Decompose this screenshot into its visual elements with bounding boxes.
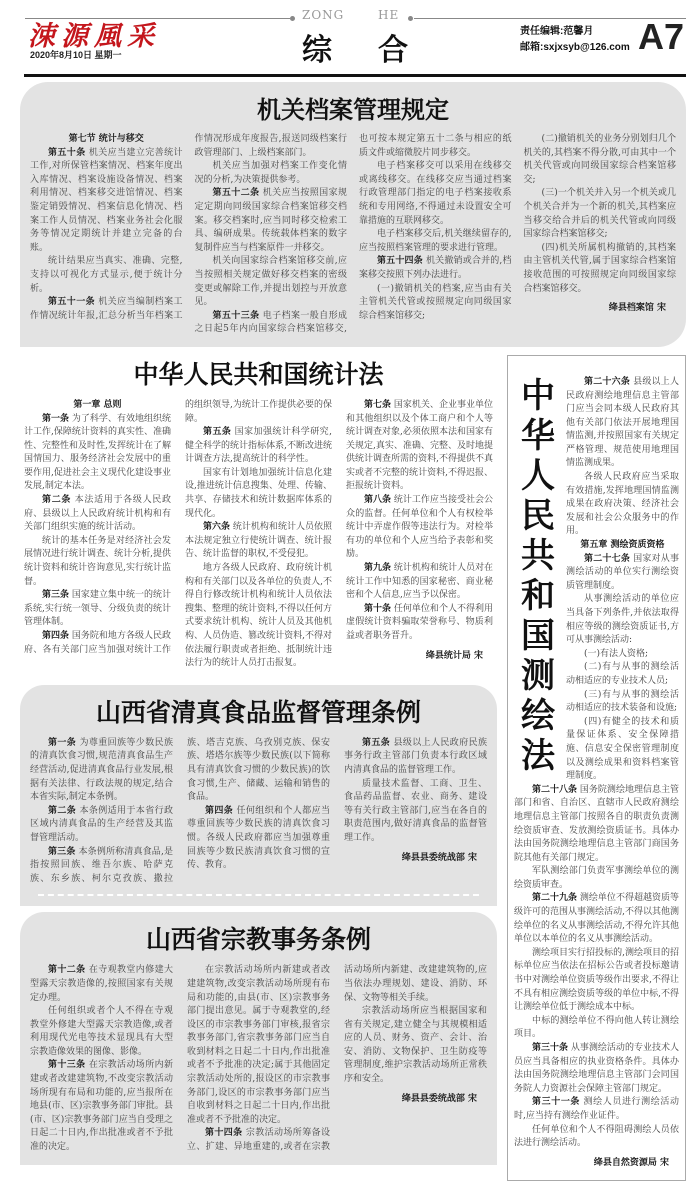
- article-number: 第三条: [42, 590, 70, 601]
- masthead-logo: 涑源風采: [28, 21, 160, 52]
- paragraph-text: 机关应当按照国家规定定期向同级国家综合档案馆移交档案。移交档案时,应当同时移交检索工具、编研成果。传统载体档案的数字复制件应当与档案原件一并移交。: [194, 188, 347, 253]
- paragraph: [359, 255, 512, 282]
- paragraph: [359, 228, 512, 255]
- paragraph: [24, 589, 171, 630]
- statistics-article: [24, 399, 493, 671]
- paragraph-text: 统计的基本任务是对经济社会发展情况进行统计调查、统计分析,提供统计资料和统计咨询意见,实行统计监督。: [24, 535, 171, 587]
- article-number: 第五十四条: [377, 256, 423, 267]
- paragraph: [30, 964, 173, 1005]
- archives-title: 机关档案管理规定: [257, 95, 449, 124]
- paragraph-text: 县级以上人民政府测绘地理信息主管部门应当会同本级人民政府其他有关部门依法开展地理国情监测,并按照国家有关规定严格管理、规范使用地理国情监测成果。: [566, 376, 679, 469]
- paragraph-text: 测绘单位不得超越资质等级许可的范围从事测绘活动,不得以其他测绘单位的名义从事测绘活动,不得允许其他单位以本单位的名义从事测绘活动。: [514, 893, 679, 945]
- religion-panel: [20, 912, 497, 1164]
- article-number: 第十二条: [48, 965, 86, 976]
- left-column: [20, 355, 497, 1181]
- paragraph-text: (二)有与从事的测绘活动相适应的专业技术人员;: [566, 662, 679, 686]
- paragraph: [185, 521, 332, 562]
- paragraph-text: 本条例所称清真食品,是指按照回族、维吾尔族、哈萨克族、东乡族、柯尔克孜族、撒拉族、塔吉克族、乌孜别克族、保安族、塔塔尔族等少数民族(以下简称具有清真饮食习惯的少数民族)的饮食习惯,生产、储藏、运输和销售的食品。: [30, 737, 330, 884]
- paragraph: [24, 413, 171, 495]
- page-header: [20, 0, 686, 80]
- paragraph-text: 电子档案移交后,机关继续留存的,应当按照档案管理的要求进行管理。: [359, 229, 512, 253]
- halal-article: [30, 737, 487, 887]
- paragraph-text: 在寺观教堂内修建大型露天宗教造像的,按照国家有关规定办理。: [30, 965, 173, 1003]
- paragraph-text: (三)一个机关并入另一个机关或几个机关合并为一个新的机关,其档案应当移交给合并后的机关代管或向同级国家综合档案馆移交;: [523, 188, 676, 240]
- paragraph: [359, 283, 512, 324]
- header-rule: [24, 74, 686, 77]
- article-number: 第二十八条: [532, 784, 578, 795]
- paragraph: [514, 1015, 679, 1042]
- paragraph-text: 机关向国家综合档案馆移交前,应当按照相关规定做好移交档案的密级变更或解除工作,并提出划控与开放意见。: [194, 256, 347, 308]
- article-number: 第五十三条: [212, 310, 260, 321]
- paragraph-text: 在宗教活动场所内新建或者改建建筑物,不改变宗教活动场所现有布局和功能的,应当报所在地县(市、区)宗教事务部门审批。县(市、区)宗教事务部门应当自受理之日起二十日内,作出批准或者不予批准的决定。: [30, 1060, 173, 1153]
- paragraph: [30, 805, 173, 846]
- lower-section: [20, 355, 686, 1181]
- article-number: 第三十一条: [532, 1097, 581, 1108]
- paragraph-text: 为尊重回族等少数民族的清真饮食习惯,规范清真食品生产经营活动,促进清真食品行业发展,根据有关法律、行政法规的规定,结合本省实际,制定本条例。: [30, 737, 173, 803]
- paragraph-text: 国家建立集中统一的统计系统,实行统一领导、分级负责的统计管理体制。: [24, 590, 171, 628]
- paragraph: [30, 1005, 173, 1059]
- article-number: 第八条: [364, 495, 392, 506]
- article-number: 第五十二条: [212, 188, 260, 199]
- paragraph: [346, 562, 493, 603]
- paragraph: [344, 737, 487, 778]
- divider: [25, 18, 290, 19]
- author-signature: 绛县县委统战部 宋: [401, 852, 477, 863]
- paragraph-text: 从事测绘活动的专业技术人员应当具备相应的执业资格条件。具体办法由国务院测绘地理信息主管部门会同国务院人力资源社会保障主管部门规定。: [514, 1043, 679, 1094]
- paragraph-text: (二)撤销机关的业务分别划归几个机关的,其档案不得分散,可由其中一个机关代管或向同级国家综合档案馆移交;: [523, 134, 676, 185]
- article-number: 第三十条: [532, 1043, 569, 1053]
- article-number: 第五十条: [48, 147, 86, 158]
- issue-date: 2020年8月10日 星期一: [30, 50, 122, 60]
- statistics-title: 中华人民共和国统计法: [133, 359, 384, 389]
- paragraph: [30, 255, 183, 296]
- paragraph-text: 任何单位和个人不得阻碍测绘人员依法进行测绘活动。: [514, 1124, 679, 1149]
- article-number: 第十条: [364, 603, 392, 614]
- article-number: 第五条: [203, 427, 232, 438]
- article-number: 第十三条: [48, 1060, 86, 1071]
- paragraph-text: 机关撤销或合并的,档案移交按照下列办法进行。: [359, 256, 512, 280]
- paragraph: [359, 160, 512, 228]
- article-number: 第十四条: [205, 1128, 243, 1139]
- article-number: 第七条: [364, 399, 392, 410]
- section-pinyin-right: HE: [378, 8, 400, 22]
- article-number: 第二条: [42, 495, 72, 506]
- paragraph-text: (一)有法人资格;: [584, 648, 649, 659]
- paragraph-text: 为了科学、有效地组织统计工作,保障统计资料的真实性、准确性、完整性和及时性,发挥统计在了解国情国力、服务经济社会发展中的重要作用,促进社会主义现代化建设事业发展,制定本法。: [24, 413, 171, 492]
- paragraph-text: 在宗教活动场所内新建或者改建建筑物,改变宗教活动场所现有布局和功能的,由县(市、区)宗教事务部门提出意见。属于寺观教堂的,经设区的市宗教事务部门审核,报省宗教事务部门,省宗教事务部门应当自收到材料之日起二十日内,作出批准或者不予批准的决定;属于其他固定宗教活动处所的,报设区的市宗教事务部门,设区的市宗教事务部门应当自收到材料之日起二十日内,作出批准或者不予批准的决定。: [187, 965, 330, 1125]
- page-number: A7: [638, 16, 685, 57]
- author-signature: 绛县统计局 宋: [425, 650, 483, 661]
- paragraph: [514, 865, 679, 892]
- editor-info: [520, 24, 630, 56]
- paragraph: [524, 242, 677, 296]
- article-number: 第二十七条: [584, 553, 631, 564]
- paragraph-text: 国家有计划地加强统计信息化建设,推进统计信息搜集、处理、传输、共享、存储技术和统计数据库体系的现代化。: [185, 467, 332, 519]
- paragraph-text: 县级以上人民政府民族事务行政主管部门负责本行政区域内清真食品的监督管理工作。: [344, 737, 487, 775]
- paragraph-text: 机关应当编制档案工作情况统计年报,汇总分析当年档案工作情况形成年度报告,报送同级档案行政管理部门、上级档案部门。: [30, 134, 347, 321]
- section-pinyin-left: ZONG: [302, 8, 345, 22]
- article-number: 第五十一条: [48, 297, 96, 308]
- article-number: 第二十六条: [584, 376, 631, 387]
- paragraph-text: 国家对从事测绘活动的单位实行测绘资质管理制度。: [566, 553, 679, 591]
- paragraph-text: (一)撤销机关的档案,应当由有关主管机关代管或按照规定向同级国家综合档案馆移交;: [359, 283, 512, 321]
- paragraph-text: 本条例适用于本省行政区域内清真食品的生产经营及其监督管理活动。: [30, 805, 173, 843]
- paragraph: [344, 1005, 487, 1087]
- paragraph-text: 电子档案一般自形成之日起5年内向国家综合档案馆移交,也可按本规定第五十二条与相应的纸质文件或缩微胶片同步移交。: [194, 134, 512, 335]
- paragraph-text: 统计结果应当真实、准确、完整,支持以可视化方式显示,便于统计分析。: [30, 256, 183, 294]
- paragraph-text: 军队测绘部门负责军事测绘单位的测绘资质审查。: [514, 866, 679, 890]
- paragraph: [524, 133, 677, 187]
- paragraph-text: 统计工作应当接受社会公众的监督。任何单位和个人有权检举统计中弄虚作假等违法行为。对检举有功的单位和个人应当给予表彰和奖励。: [346, 495, 493, 560]
- chapter-heading: 第五章 测绘资质资格: [580, 540, 665, 551]
- paragraph-text: 各级人民政府应当采取有效措施,发挥地理国情监测成果在政府决策、经济社会发展和社会公众服务中的作用。: [566, 472, 679, 537]
- paragraph-text: 地方各级人民政府、政府统计机构和有关部门以及各单位的负责人,不得自行修改统计机构和统计人员依法搜集、整理的统计资料,不得以任何方式要求统计机构、统计人员及其他机构、人员伪造、篡改统计资料,不得对依法履行职责或者拒绝、抵制统计违法行为的统计人员打击报复。: [185, 563, 332, 669]
- author-signature: 绛县自然资源局 宋: [593, 1157, 669, 1168]
- article-number: 第二十九条: [532, 893, 578, 904]
- paragraph-text: 质量技术监督、工商、卫生、食品药品监督、农业、商务、建设等有关行政主管部门,应当在各自的职责范围内,做好清真食品的监督管理工作。: [344, 778, 487, 843]
- chapter-heading: 第一章 总则: [73, 399, 122, 410]
- paragraph: [195, 160, 348, 187]
- paragraph-text: 统计机构和统计人员依照本法规定独立行使统计调查、统计报告、统计监督的职权,不受侵犯。: [185, 522, 332, 560]
- surveying-box: [507, 355, 686, 1181]
- paragraph-text: 中标的测绘单位不得向他人转让测绘项目。: [514, 1015, 679, 1040]
- dashed-divider: [38, 894, 479, 896]
- paragraph: [514, 947, 679, 1015]
- paragraph: [514, 1096, 679, 1123]
- paragraph-text: 国务院和地方各级人民政府、各有关部门应当加强对统计工作的组织领导,为统计工作提供必要的保障。: [24, 399, 332, 655]
- paragraph-text: 统计机构和统计人员对在统计工作中知悉的国家秘密、商业秘密和个人信息,应当予以保密。: [346, 563, 493, 601]
- paragraph-text: (四)机关所属机构撤销的,其档案由主管机关代管,属于国家综合档案馆接收范围的可按照规定向同级国家综合档案馆移交。: [523, 242, 676, 294]
- article-number: 第一条: [48, 737, 77, 748]
- paragraph: [30, 737, 173, 805]
- paragraph-text: 机关应当建立完善统计工作,对所保管档案情况、档案年度出入库情况、档案设施设备情况、档案利用情况、档案移交进馆情况、档案鉴定销毁情况、档案信息化情况、档案工作人员情况、档案业务社会化服务等情况定期统计并建立完备的台账。: [30, 147, 183, 253]
- paragraph-text: 本法适用于各级人民政府、县级以上人民政府统计机构和有关部门组织实施的统计活动。: [24, 495, 171, 533]
- paragraph-text: 从事测绘活动的单位应当具备下列条件,并依法取得相应等级的测绘资质证书,方可从事测绘活动:: [566, 594, 679, 646]
- paragraph: [514, 1042, 679, 1096]
- paragraph-text: (四)有健全的技术和质量保证体系、安全保障措施、信息安全保密管理制度以及测绘成果和资料档案管理制度。: [566, 716, 679, 782]
- paragraph-text: 宗教活动场所筹备设立、扩建、异地重建的,或者在宗教活动场所内新建、改建建筑物的,应当依法办理规划、建设、消防、环保、文物等相关手续。: [187, 965, 487, 1153]
- chapter-heading: 第七节 统计与移交: [68, 134, 144, 144]
- paragraph: [514, 892, 679, 946]
- paragraph: [24, 494, 171, 535]
- article-number: 第四条: [205, 805, 234, 816]
- paragraph-text: 国务院测绘地理信息主管部门和省、自治区、直辖市人民政府测绘地理信息主管部门按照各自的职责负责测绘资质审查、发放测绘资质证书。具体办法由国务院测绘地理信息主管部门商国务院其他有关部门规定。: [514, 784, 679, 863]
- paragraph: [346, 603, 493, 644]
- paragraph: [346, 494, 493, 562]
- paragraph-text: 测绘项目实行招投标的,测绘项目的招标单位应当依法在招标公告或者投标邀请书中对测绘单位资质等级作出要求,不得让不具有相应测绘资质等级的单位中标,不得让测绘单位低于测绘成本中标。: [514, 947, 679, 1013]
- dot-ornament: [408, 16, 413, 21]
- paragraph-text: 任何组织或者个人不得在寺观教堂外修建大型露天宗教造像,或者利用现代光电等技术显现具有大型宗教造像效果的图像、影像。: [30, 1006, 173, 1057]
- paragraph-text: 机关应当加强对档案工作变化情况的分析,为决策提供参考。: [194, 161, 347, 185]
- author-signature: 绛县档案馆 宋: [608, 303, 666, 314]
- paragraph-text: 电子档案移交可以采用在线移交或离线移交。在线移交应当通过档案行政管理部门指定的电子档案接收系统和专用网络,不得通过未设置安全可靠措施的互联网移交。: [359, 161, 512, 226]
- article-number: 第一条: [42, 413, 70, 424]
- surveying-title: 中华人民共和国测绘法: [521, 375, 555, 776]
- paragraph: [524, 187, 677, 241]
- paragraph: [24, 535, 171, 589]
- religion-article: [30, 964, 487, 1154]
- paragraph: [195, 255, 348, 309]
- paragraph-text: 宗教活动场所应当根据国家和省有关规定,建立健全与其规模相适应的人员、财务、资产、会计、治安、消防、文物保护、卫生防疫等管理制度,维护宗教活动场所正常秩序和安全。: [344, 1006, 487, 1085]
- paragraph-text: 国家加强统计科学研究,健全科学的统计指标体系,不断改进统计调查方法,提高统计的科学性。: [185, 427, 332, 465]
- paragraph: [344, 778, 487, 846]
- archives-article: [30, 133, 676, 337]
- paragraph-text: (三)有与从事的测绘活动相适应的技术装备和设施;: [566, 689, 679, 714]
- paragraph: [187, 964, 330, 1127]
- article-number: 第二条: [48, 805, 77, 816]
- religion-title: 山西省宗教事务条例: [145, 925, 371, 955]
- paragraph: [346, 399, 493, 494]
- article-number: 第五条: [362, 737, 391, 748]
- section-name-left: 综: [302, 33, 332, 68]
- paragraph: [185, 562, 332, 671]
- paragraph: [514, 1124, 679, 1151]
- paragraph: [514, 784, 679, 866]
- paragraph: [30, 1059, 173, 1154]
- statistics-section: [20, 355, 497, 679]
- article-number: 第六条: [203, 522, 231, 533]
- author-signature: 绛县县委统战部 宋: [401, 1093, 477, 1104]
- paragraph-text: 任何组织和个人都应当尊重回族等少数民族的清真饮食习惯。各级人民政府都应当加强尊重回族等少数民族清真饮食习惯的宣传、教育。: [187, 805, 330, 871]
- halal-title: 山西省清真食品监督管理条例: [95, 697, 421, 727]
- paragraph-text: 测绘人员进行测绘活动时,应当持有测绘作业证件。: [514, 1097, 679, 1121]
- paragraph: [185, 426, 332, 467]
- article-number: 第三条: [48, 846, 76, 857]
- paragraph: [185, 467, 332, 521]
- article-number: 第九条: [364, 563, 392, 574]
- section-name-right: 合: [378, 33, 408, 68]
- dot-ornament: [290, 16, 295, 21]
- paragraph: [187, 805, 330, 873]
- paragraph-text: 任何单位和个人不得利用虚假统计资料骗取荣誉称号、物质利益或者职务晋升。: [346, 603, 493, 641]
- article-number: 第四条: [42, 631, 70, 641]
- editor-email: 邮箱:sxjxsyb@126.com: [520, 42, 630, 53]
- editor-name: 责任编辑:范馨月: [520, 26, 594, 37]
- halal-panel: [20, 685, 497, 907]
- paragraph: [30, 147, 183, 256]
- paragraph-text: 国家机关、企业事业单位和其他组织以及个体工商户和个人等统计调查对象,必须依照本法和国家有关规定,真实、准确、完整、及时地提供统计调查所需的资料,不得提供不真实或者不完整的统计资料,不得迟报、拒报统计资料。: [346, 399, 493, 492]
- paragraph: [195, 187, 348, 255]
- archives-panel: [20, 82, 686, 347]
